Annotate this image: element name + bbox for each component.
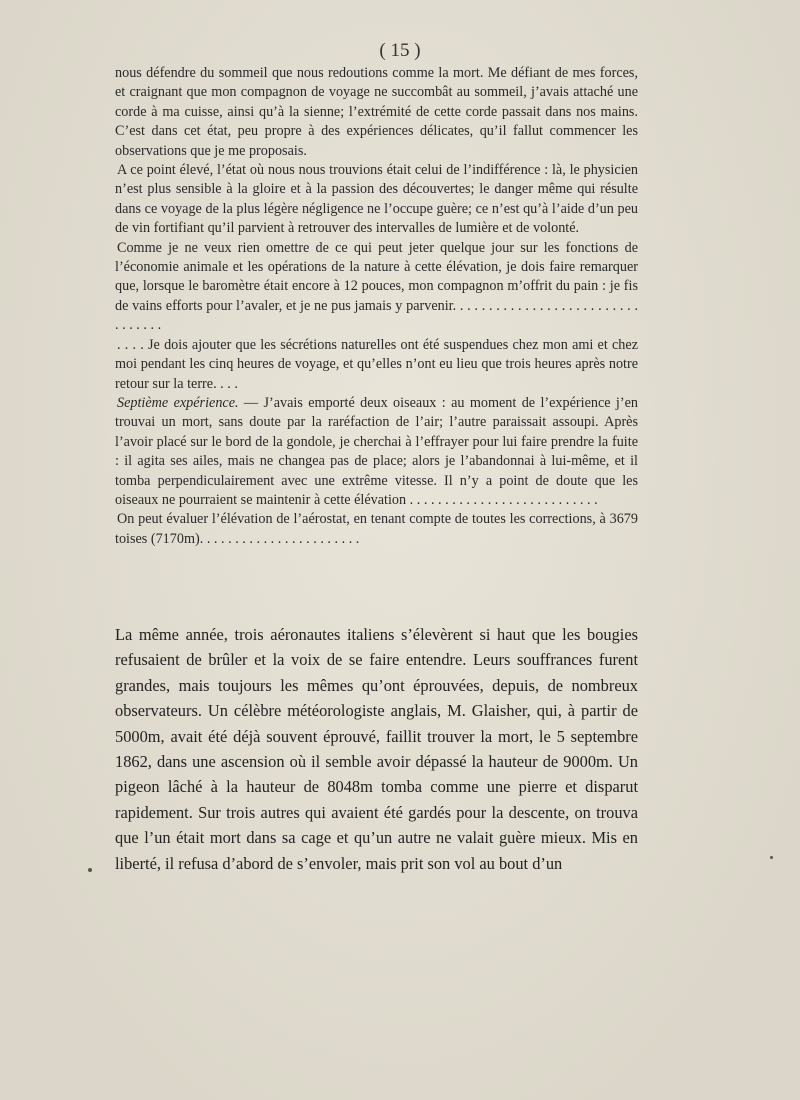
main-text xyxy=(115,622,638,876)
quote-paragraph-1: nous défendre du sommeil que nous redoutions comme la mort. Me défiant de mes forces, et craignant que mon compagnon de voyage ne succombât au sommeil, j’avais attaché une corde à ma cuisse, ainsi qu’à la sienne; l’extrémité de cette corde passait dans nos mains. C’est dans cet état, peu propre à des expériences délicates, qu’il fallut commencer les observations que je me proposais. xyxy=(115,65,638,159)
quoted-passage xyxy=(115,64,638,549)
ink-speck xyxy=(770,856,773,859)
experiment-label: Septième expérience. xyxy=(117,394,239,411)
quote-paragraph-3: Comme je ne veux rien omettre de ce qui peut jeter quelque jour sur les fonctions de l’économie animale et les opérations de la nature à cette élévation, je dois faire remarquer que, lorsque le baromètre était encore à 12 pouces, mon compagnon m’offrit du pain : je fis de vains efforts pour l’avaler, et je ne pus jamais y parvenir. . . . . . . . . . . . . . . . . . . . . . . . . . . . . . . . . xyxy=(115,239,638,334)
quote-paragraph-6: On peut évaluer l’élévation de l’aérostat, en tenant compte de toutes les corrections, à 3679 toises (7170m). . . . . . . . . . . . . . . . . . . . . . . xyxy=(115,511,638,547)
page-number: ( 15 ) xyxy=(379,40,421,61)
quote-paragraph-2: A ce point élevé, l’état où nous nous trouvions était celui de l’indifférence : là, le physicien n’est plus sensible à la gloire et à la passion des découvertes; le danger même qui résulte dans ce voyage de la plus légère négligence ne l’occupe guère; ce n’est qu’à l’aide d’un peu de vin fortifiant qu’il parvient à retrouver des intervalles de lumière et de volonté. xyxy=(115,162,638,237)
ink-speck xyxy=(88,868,92,872)
quote-paragraph-4: . . . . Je dois ajouter que les sécrétions naturelles ont été suspendues chez mon ami et chez moi pendant les cinq heures de voyage, et qu’elles n’ont eu lieu que trois heures après notre retour sur la terre. . . . xyxy=(115,336,638,392)
quote-paragraph-5 xyxy=(115,394,638,510)
body-paragraph-1: La même année, trois aéronautes italiens s’élevèrent si haut que les bougies refusaient de brûler et la voix de se faire entendre. Leurs souffrances furent grandes, mais toujours les mêmes qu’ont éprouvées, depuis, de nombreux observateurs. Un célèbre météorologiste anglais, M. Glaisher, qui, à partir de 5000m, avait été déjà souvent éprouvé, faillit trouver la mort, le 5 septembre 1862, dans une ascension où il semble avoir dépassé la hauteur de 9000m. Un pigeon lâché à la hauteur de 8048m tomba comme une pierre et disparut rapidement. Sur trois autres qui avaient été gardés pour la descente, on trouva que l’un était mort dans sa cage et qu’un autre ne valait guère mieux. Mis en liberté, il refusa d’abord de s’envoler, mais prit son vol au bout d’un xyxy=(115,625,638,873)
experiment-text: — J’avais emporté deux oiseaux : au moment de l’expérience j’en trouvai un mort, sans doute par la raréfaction de l’air; l’autre paraissait assoupi. Après l’avoir placé sur le bord de la gondole, je cherchai à l’effrayer pour lui faire prendre la fuite : il agita ses ailes, mais ne changea pas de place; alors je l’abandonnai à lui-même, et il tomba perpendiculairement avec une extrême vitesse. Il n’y a point de doute que les oiseaux ne pourraient se maintenir à cette élévation . . . . . . . . . . . . . . . . . . . . . . . . . . . xyxy=(115,394,638,508)
